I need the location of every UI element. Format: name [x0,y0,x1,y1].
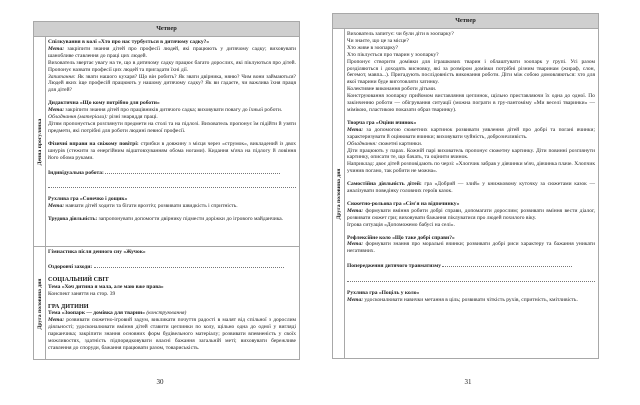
goal-label: Мета: [347,241,364,248]
activity-block [347,120,595,175]
goal-text: удосконалювати навички метання в ціль; розвивати чіткість рухів, спритність, кмітливість. [363,297,578,304]
goal-label: Мета: [347,126,364,133]
question-line: Хто піклується про тварин у зоопарку? [347,51,439,58]
question-line: Хто живе в зоопарку? [347,44,399,51]
activity-block [48,39,296,94]
question-line: Вихователь запитує: чи були діти в зоопарку? [347,31,454,37]
question-line: Чи знаєте, що це за місце? [347,37,409,44]
activity-text: Пропонує створити домівки для іграшкових тварин і облаштувати зоопарк у групі. Усі разом розділяються і доходять висновку, які за розміром домівки потрібні різним тваринам (жираф, слон, бегемот, мавпа...). Пригадують послідовність виконання роботи. Діти між собою домовляються: хто для якої тварини буде виготовляти хатинку. [347,58,595,86]
activity-title: Сюжетно-рольова гра «Сім'я на відпочинку» [347,200,460,207]
questions-label: Запитання: [48,73,76,80]
lesson-heading: СОЦІАЛЬНИЙ СВІТ [48,275,109,283]
activity-text: Діти працюють у парах. Кожній парі вихователь пропонує сюжетну картинку. Діти повинні розглянути картинку, описати те, що бачать, та оцінити вчинок. [347,147,595,161]
activity-text: гра «Добрий — злий» у книжковому куточку за сюжетами казок — аналізувати поведінку головних героїв казок. [347,181,595,195]
goal-text: навчати дітей ходити та бігати врозтіч; розвивати швидкість і спритність. [64,203,238,210]
activity-text: Наприклад: двоє дітей розповідають по черзі: «Хлопчик забрав у дівчинки м'яч, дівчинка плаче. Хлопчик учинив погано, так робити не можна». [347,161,595,175]
activity-title: Гімнастика після денного сну «Жучок» [48,249,146,255]
side-label-cell [34,247,46,360]
injury-prevention-line [347,261,595,270]
section-content [48,249,296,352]
activity-block [48,196,296,210]
section-content [48,39,296,223]
activity-title: Спілкування в колі «Хто про нас турбується в дитячому садку?» [48,39,210,45]
schedule-table-left [33,21,300,360]
activity-title: Трудова діяльність: [48,216,98,223]
activity-title: Творча гра «Оціни вчинок» [347,119,417,126]
activity-text: Вихователь звертає увагу на те, що в дитячому садку працює багато дорослих, які піклуються про дітей. Пропонує назвати професії цих людей та пригадати їхні дії. [48,59,296,73]
goal-label: Мета: [48,107,65,114]
goal-text: розвивати сюжетно-ігровий задум, викликати почуття радості в малят від спільної з дорослим діяльності; удосконалювати вміння дітей ставити цеглинки по колу, щільно одна до одної у вигляді парканчика; закріпити знання основних форм будівельного матеріалу; розвивати впевненість у своїх можливостях, здатність підпорядковувати власні бажання загальній меті; виховувати бережливе ставлення до споруди, бажання працювати разом, товариськість. [48,317,296,351]
activity-title: Фізичні вправи на свіжому повітрі: [48,140,139,147]
questions-text: Як звати нашого кухаря? Що він робить? Як звати двірника, няню? Чим вони займаються? Людей яких іще професій працюють у нашому дитячому садку? Як ви гадаєте, чи важлива їхня праця для дітей? [48,73,296,94]
lesson-note: Конспект заняття на стор. 39 [48,290,116,297]
goal-text: закріпити знання дітей про професії людей, які працюють у дитячому садку; виховувати шанобливе ставлення до праці цих людей. [48,45,296,59]
right-page [320,0,640,405]
lesson-topic: Тема «Хоч дитина я мала, але маю вже права» [48,283,164,290]
activity-block [48,141,296,162]
schedule-table-right [332,13,599,359]
health-measures-line [48,262,296,271]
equipment-label: Обладнання: [347,140,377,147]
activity-text: Колективне виконання роботи дітьми. [347,86,437,93]
activity-title: Рухлива гра «Поціль у коло» [347,290,420,297]
activity-block [48,100,296,135]
lesson-heading: ГРА ДИТИНИ [48,302,89,310]
activity-title: Рефлексійне коло «Що таке добрі справи?» [347,234,455,241]
goal-label: Мета: [48,317,65,324]
day-header: Четвер [333,14,598,29]
injury-prevention-label: Попередження дитячого травматизму [347,263,442,270]
equipment-text: різні знаряддя праці. [107,114,158,121]
section-content [347,31,595,304]
goal-text: за допомогою сюжетних картинок розвивати уявлення дітей про добрі та погані вчинки; характеризувати й оцінювати вчинки; виховувати чуйність, доброзичливість. [347,126,595,140]
individual-work-line [48,168,296,177]
goal-text: формувати знання про моральні вчинки; розвивати добрі риси характеру та бажання уникати негативних. [347,241,595,255]
side-label-cell [34,37,46,246]
health-measures-label: Оздоровчі заходи: [48,263,93,270]
activity-title: Самостійна діяльність дітей: [347,181,422,188]
lesson-topic-note: (конструювання) [144,310,187,317]
section-daytime-walk [34,37,299,247]
side-label: Денна прогулянка [36,118,43,165]
activity-block [347,290,595,304]
activity-text: запропонувати допомогти двірнику підмести доріжки до ігрового майданчика. [97,216,284,223]
side-label: Друга половина дня [36,278,43,329]
activity-text: стрибки в довжину з місця через «струмок», викладений із двох шнурів (стежити за енергійним відштовхуванням обома ногами). Кидання м'яча на підлогу й ловіння його обома руками. [48,140,296,161]
lesson-block [48,277,296,298]
activity-text: Конструювання зоопарку прийомом виставляння цеглинок, щільно приставляючи їх одна до одної. По закінченню роботи — обігрування ситуації (можна пограти в гру-пантоміму «Ми веселі тваринки» — мімікою, пластикою показати образ тваринку). [347,93,595,113]
day-header: Четвер [34,22,299,37]
activity-block [48,216,296,223]
activity-block [347,181,595,195]
page-number: 31 [464,378,472,386]
fill-in-line[interactable] [48,182,296,188]
section-afternoon [333,29,598,359]
activity-title: Рухлива гра «Сонечко і дощик» [48,196,128,203]
goal-label: Мета: [347,297,364,304]
section-afternoon [34,247,299,360]
activity-block [347,201,595,229]
fill-in-line[interactable] [105,168,280,174]
activity-text: Дітям пропонується розглянути предмети на столі та на підлозі. Вихователь пропонує їм підійти й узяти предмети, які потрібні для роботи людині певної професії. [48,120,296,134]
fill-in-line[interactable] [442,261,572,267]
activity-block [347,31,595,114]
lesson-topic: Тема «Зоопарк — домівка для тварин» [48,310,145,317]
goal-text: закріпити знання дітей про працівників дитячого садка; виховувати повагу до їхньої роботи. [64,107,283,114]
side-label-cell [333,29,345,359]
goal-label: Мета: [48,45,65,52]
goal-label: Мета: [347,207,364,214]
activity-text: Ігрова ситуація «Допоможемо бабусі на селі». [347,221,455,228]
page-number: 30 [156,378,164,386]
equipment-label: Обладнання (матеріали): [48,114,108,121]
activity-title: Дидактична «Що кому потрібно для роботи» [48,100,160,107]
activity-block [347,235,595,256]
equipment-text: сюжетні картинки. [376,140,423,147]
lesson-block [48,304,296,352]
individual-work-label: Індивідуальна робота: [48,169,104,176]
fill-in-line[interactable] [347,276,595,282]
goal-label: Мета: [48,203,65,210]
side-label: Друга половина дня [335,168,342,220]
fill-in-line[interactable] [94,262,284,268]
goal-text: формувати вміння робити добрі справи, допомагати дорослим; розвивати вміння вести діалог, розвивати сюжет гри; виховувати бажання піклуватися про людей похилого віку. [347,207,595,221]
